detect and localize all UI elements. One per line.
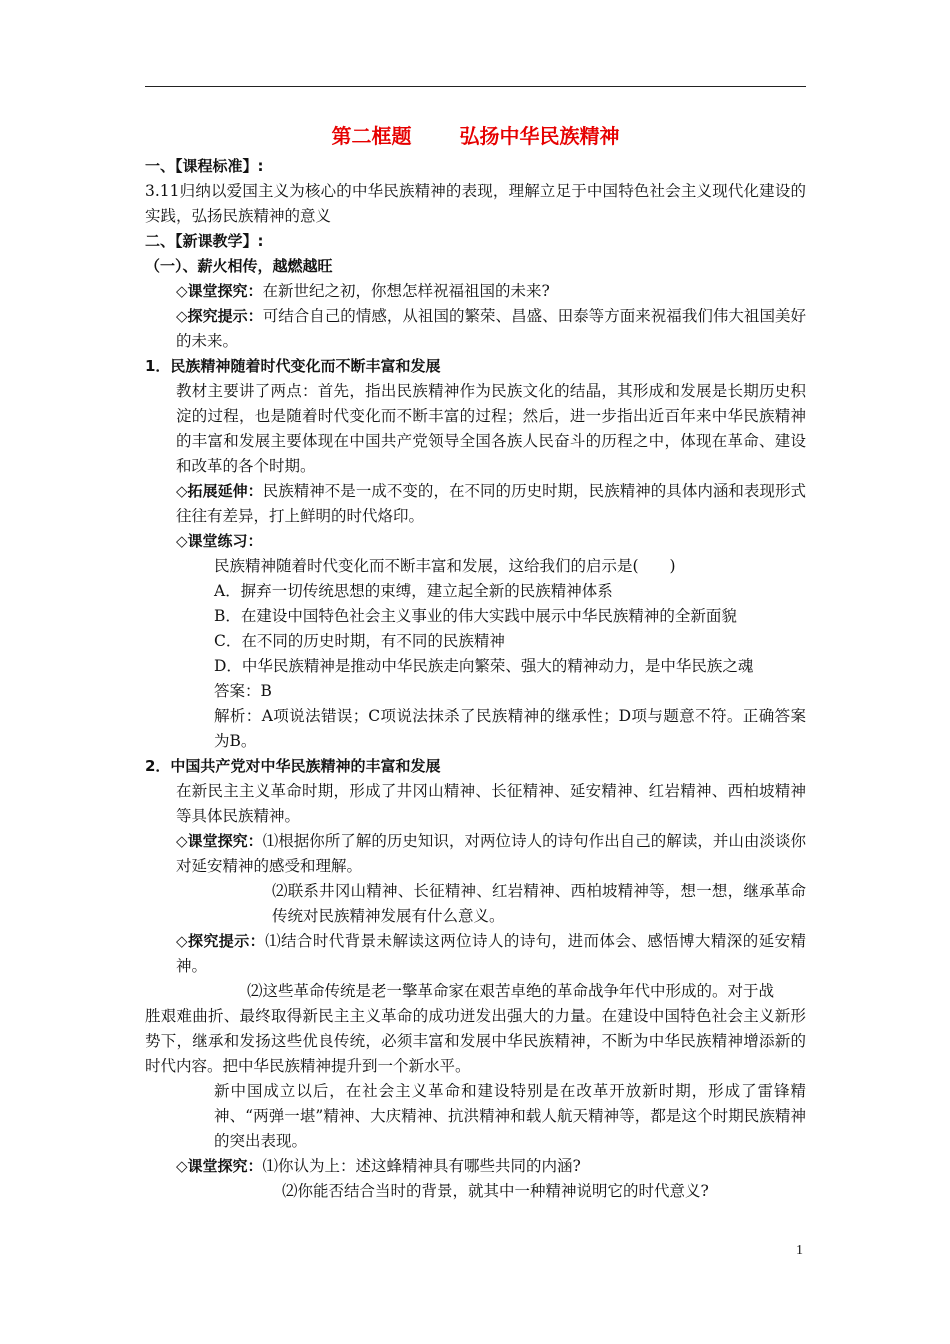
- title-right: 弘扬中华民族精神: [459, 124, 620, 148]
- point2-heading: 2．中国共产党对中华民族精神的丰富和发展: [145, 757, 441, 775]
- hint2-label: ◇探究提示：: [176, 932, 266, 950]
- hint2-item2: ⑵这些革命传统是老一擎革命家在艰苦卓绝的革命战争年代中形成的。对于战: [247, 982, 775, 1000]
- header-rule: [145, 86, 806, 87]
- explore2-item2: ⑵联系井冈山精神、长征精神、红岩精神、西柏坡精神等，想一想，继承革命传统对民族精神发展有什么意义。: [272, 882, 806, 925]
- hint1-text: 可结合自己的情感，从祖国的繁荣、昌盛、田泰等方面来祝福我们伟大祖国美好的未来。: [176, 307, 806, 350]
- point1-heading: 1．民族精神随着时代变化而不断丰富和发展: [145, 357, 441, 375]
- explore2-label: ◇课堂探究：: [176, 832, 263, 850]
- analysis: 解析：A项说法错误；C项说法抹杀了民族精神的继承性；D项与题意不符。正确答案为B。: [214, 707, 806, 750]
- section2-heading: 二、【新课教学】:: [145, 232, 264, 250]
- explore2: [145, 829, 806, 879]
- explore1-label: ◇课堂探究：: [176, 282, 263, 300]
- explore3-text: ⑴你认为上：述这蜂精神具有哪些共同的内涵?: [262, 1157, 581, 1175]
- extend-text: 民族精神不是一成不变的，在不同的历史时期，民族精神的具体内涵和表现形式往往有差异，打上鲜明的时代烙印。: [176, 482, 806, 525]
- para2: 在新民主主义革命时期，形成了井冈山精神、长征精神、延安精神、红岩精神、西柏坡精神等具体民族精神。: [176, 782, 806, 825]
- explore1: [145, 279, 806, 304]
- title-left: 第二框题: [331, 124, 412, 148]
- option-b: B．在建设中国特色社会主义事业的伟大实践中展示中华民族精神的全新面貌: [214, 607, 737, 625]
- extend: [145, 479, 806, 529]
- hint1-label: ◇探究提示：: [176, 307, 263, 325]
- explore3-label: ◇课堂探究：: [176, 1157, 263, 1175]
- section1-body: 3.11归纳以爱国主义为核心的中华民族精神的表现，理解立足于中国特色社会主义现代化建设的实践，弘扬民族精神的意义: [145, 182, 806, 225]
- para3: 胜艰难曲折、最终取得新民主主义革命的成功迸发出强大的力量。在建设中国特色社会主义新形势下，继承和发扬这些优良传统，必须丰富和发展中华民族精神，不断为中华民族精神增添新的时代内容。把中华民族精神提升到一个新水平。: [145, 1007, 806, 1075]
- document-body: [145, 118, 806, 1204]
- practice-label: ◇课堂练习：: [176, 532, 263, 550]
- option-a: A．摒弃一切传统思想的束缚，建立起全新的民族精神体系: [214, 582, 613, 600]
- explore3-item2: ⑵你能否结合当时的背景，就其中一种精神说明它的时代意义?: [282, 1182, 709, 1200]
- extend-label: ◇拓展延伸：: [176, 482, 263, 500]
- option-c: C．在不同的历史时期，有不同的民族精神: [214, 632, 505, 650]
- page-number: 1: [796, 1243, 803, 1258]
- explore3: [145, 1154, 806, 1179]
- hint2: [145, 929, 806, 979]
- hint2-text: ⑴结合时代背景未解读这两位诗人的诗句，进而体会、感悟博大精深的延安精神。: [176, 932, 806, 975]
- section1-heading: 一、【课程标准】:: [145, 157, 264, 175]
- para1: 教材主要讲了两点：首先，指出民族精神作为民族文化的结晶，其形成和发展是长期历史积淀的过程，也是随着时代变化而不断丰富的过程；然后，进一步指出近百年来中华民族精神的丰富和发展主要体现在中国共产党领导全国各族人民奋斗的历程之中，体现在革命、建设和改革的各个时期。: [176, 382, 806, 475]
- answer: 答案：B: [214, 682, 272, 700]
- practice-question: 民族精神随着时代变化而不断丰富和发展，这给我们的启示是( ): [214, 557, 676, 575]
- subsection-1-heading: （一）、薪火相传，越燃越旺: [145, 257, 333, 275]
- para4: 新中国成立以后，在社会主义革命和建设特别是在改革开放新时期，形成了雷锋精神、“两弹一堪”精神、大庆精神、抗洪精神和载人航天精神等，都是这个时期民族精神的突出表现。: [214, 1082, 806, 1150]
- option-d: D．中华民族精神是推动中华民族走向繁荣、强大的精神动力，是中华民族之魂: [214, 657, 754, 675]
- hint1: [145, 304, 806, 354]
- explore2-text: ⑴根据你所了解的历史知识，对两位诗人的诗句作出自己的解读，并山由淡谈你对延安精神的感受和理解。: [176, 832, 806, 875]
- page-title: [145, 118, 806, 154]
- explore1-text: 在新世纪之初，你想怎样祝福祖国的未来?: [262, 282, 550, 300]
